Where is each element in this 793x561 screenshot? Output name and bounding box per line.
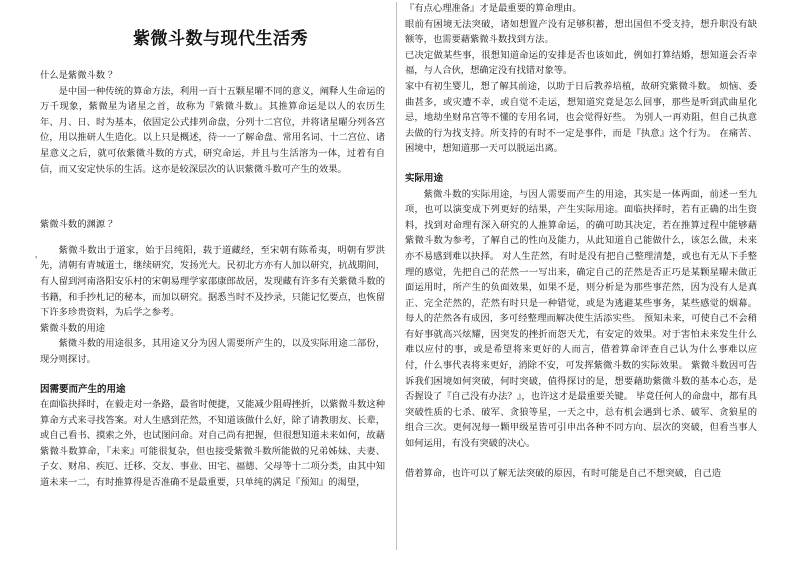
paragraph-definition: 是中国一种传统的算命方法，利用一百十五颗星曜不同的意义，阐释人生命运的万千现象，紫微星为诸星之首，故称为『紫微斗数』。其推算命运是以人的农历生年、月、日、时为基本，依固定公式排列命盘，分列十二宫位，并将诸星曜分列各宫位，用以推研人生造化。以上只是概述，待一一了解命盘、常用名词、十二宫位、诸星意义之后，就可依紫微斗数的方式，研究命运，并且与生活溶为一体，过着有自信，而又安定快乐的生活。这亦是较深层次的认识紫微斗数可产生的效果。 [40, 85, 385, 175]
column-divider [396, 2, 397, 550]
paragraph-family: 家中有初生婴儿，想了解其前途，以助于日后教养培植，故研究紫微斗数。 烦恼、委曲甚多，或灾遭不幸，或自觉不走运，想知道究竟是怎么回事，那些是听到武曲星化忌，地劫坐财帛宫等不懂的专用名词，也会觉得好些。 为别人一再劝阻，但自己执意去做的行为找支持。所支持的有时不一定是事件，而是『执意』这个行为。 在痛苦、困境中，想知道那一天可以脱运出离。 [405, 80, 757, 155]
question-origin: 紫微斗数的渊源 ？ [40, 219, 118, 231]
bullet-mark: ' [35, 255, 38, 264]
paragraph-origin: 紫微斗数出于道家，始于吕纯阳，载于道藏经，至宋朝有陈希夷，明朝有罗洪先，清朝有青城道士，继续研究，发扬光大。民初北方亦有人加以研究，抗战期间，有人留到河南洛阳安乐村的宋朝易理学家邵康郎故居，发现藏有许多有关紫微斗数的书籍，和手抄札记的秘本，而加以研究。据悉当时不及抄录，只能记忆要点，也恢留下许多珍贵资料，为后学之参考。 [40, 244, 385, 319]
question-what: 什么是紫微斗数 ？ [40, 70, 118, 81]
paragraph-prep: 『有点心理准备』才是最重要的算命理由。 [405, 3, 582, 14]
right-column [405, 0, 757, 481]
heading-practical-uses: 实际用途 [405, 172, 444, 184]
paragraph-closing: 借着算命，也许可以了解无法突破的原因，有时可能是自己不想突破，自己造 [405, 467, 722, 479]
heading-uses: 紫微斗数的用途 [40, 322, 106, 334]
paragraph-decision: 已决定做某些事，很想知道命运的安排是否也该如此，例如打算结婚，想知道会否幸福，与人合伙，想确定没有找错对象等。 [405, 49, 757, 77]
paragraph-uses: 紫微斗数的用途很多，其用途又分为因人需要所产生的，以及实际用途二部份，现分则探讨。 [40, 338, 385, 365]
left-column [40, 0, 385, 491]
paragraph-breakthrough: 眼前有困境无法突破，诸如想置产没有足够积蓄，想出国但不受支持，想升职没有缺额等，也需要藉紫微斗数找到方法。 [405, 18, 757, 46]
paragraph-practical: 紫微斗数的实际用途，与因人需要而产生的用途，其实是一体两面，前述一至九项，也可以演变成下列更好的结果，产生实际用途。面临抉择时，若有正确的出生资料，找到对命理有深入研究的人推算命运，的确可助其决定，若在推算过程中能够藉紫微斗数为参考，了解自己的性向及能力，从此知道自己能做什么，该怎么做，未来亦不易感到难以抉择。 对人生茫然，有时是没有把自己整理清楚，或也有无从下手整理的感觉，先把自己的茫然一一写出来，确定自己的茫然是否正巧是某颗星曜未做正面运用时，所产生的负面效果，如果不是，则分析是为那些事茫然，因为没有人是真正、完全茫然的，茫然有时只是一种错觉，或是为逃避某些事务，某些感觉的烟幕。 每人的茫然各有成因，多可经整理而解决使生活添实些。 预知未来，可使自己不会稍有好事就高兴炫耀，因突发的挫折而怨天尤，有安定的效果。对于害怕未来发生什么难以应付的事，或是希望将来更好的人而言，借着算命评查自己认为什么事难以应付，什么事代表将来更好，消除不安，可发挥紫微斗数的实际效果。 紫微斗数因可告诉我们困境如何突破，何时突破，值得探讨的是，想要藉助紫微斗数的基本心态，是否握设了『自己没有办法？』，也许这才是最重要关键。 毕竟任何人的命盘中，都有具突破性质的七杀、破军、贪狼等星，一天之中，总有机会遇到七杀、破军、贪狼星的组合三次。更何况每一颗甲级星皆可引申出各种不同方向、层次的突破，但看当事人如何运用，有没有突破的决心。 [405, 188, 757, 450]
heading-needs-uses: 因需要而产生的用途 [40, 383, 126, 395]
paragraph-needs: 在面临抉择时，在毅走对一条路，最省时便捷，又能减少阻碍挫折，以紫微斗数这种算命方式来寻找答案。对人生感到茫然，不知道该做什么好，除了请教朋友、长辈，或自己看书、摸索之外，也试图问命。对自己尚有把握，但很想知道未来如何，故藉紫微斗数算命，『未来』可能很复杂，但也接受紫微斗数所能做的兄弟姊妹、夫妻、子女、财帛、疾厄、迁移、交友、事业、田宅、福德、父母等十二项分类，由其中知道未来一二，有时推算得是否准确不是最重要，只单纯的满足『预知』的渴望， [40, 399, 385, 489]
page-title: 紫微斗数与现代生活秀 [133, 29, 308, 49]
